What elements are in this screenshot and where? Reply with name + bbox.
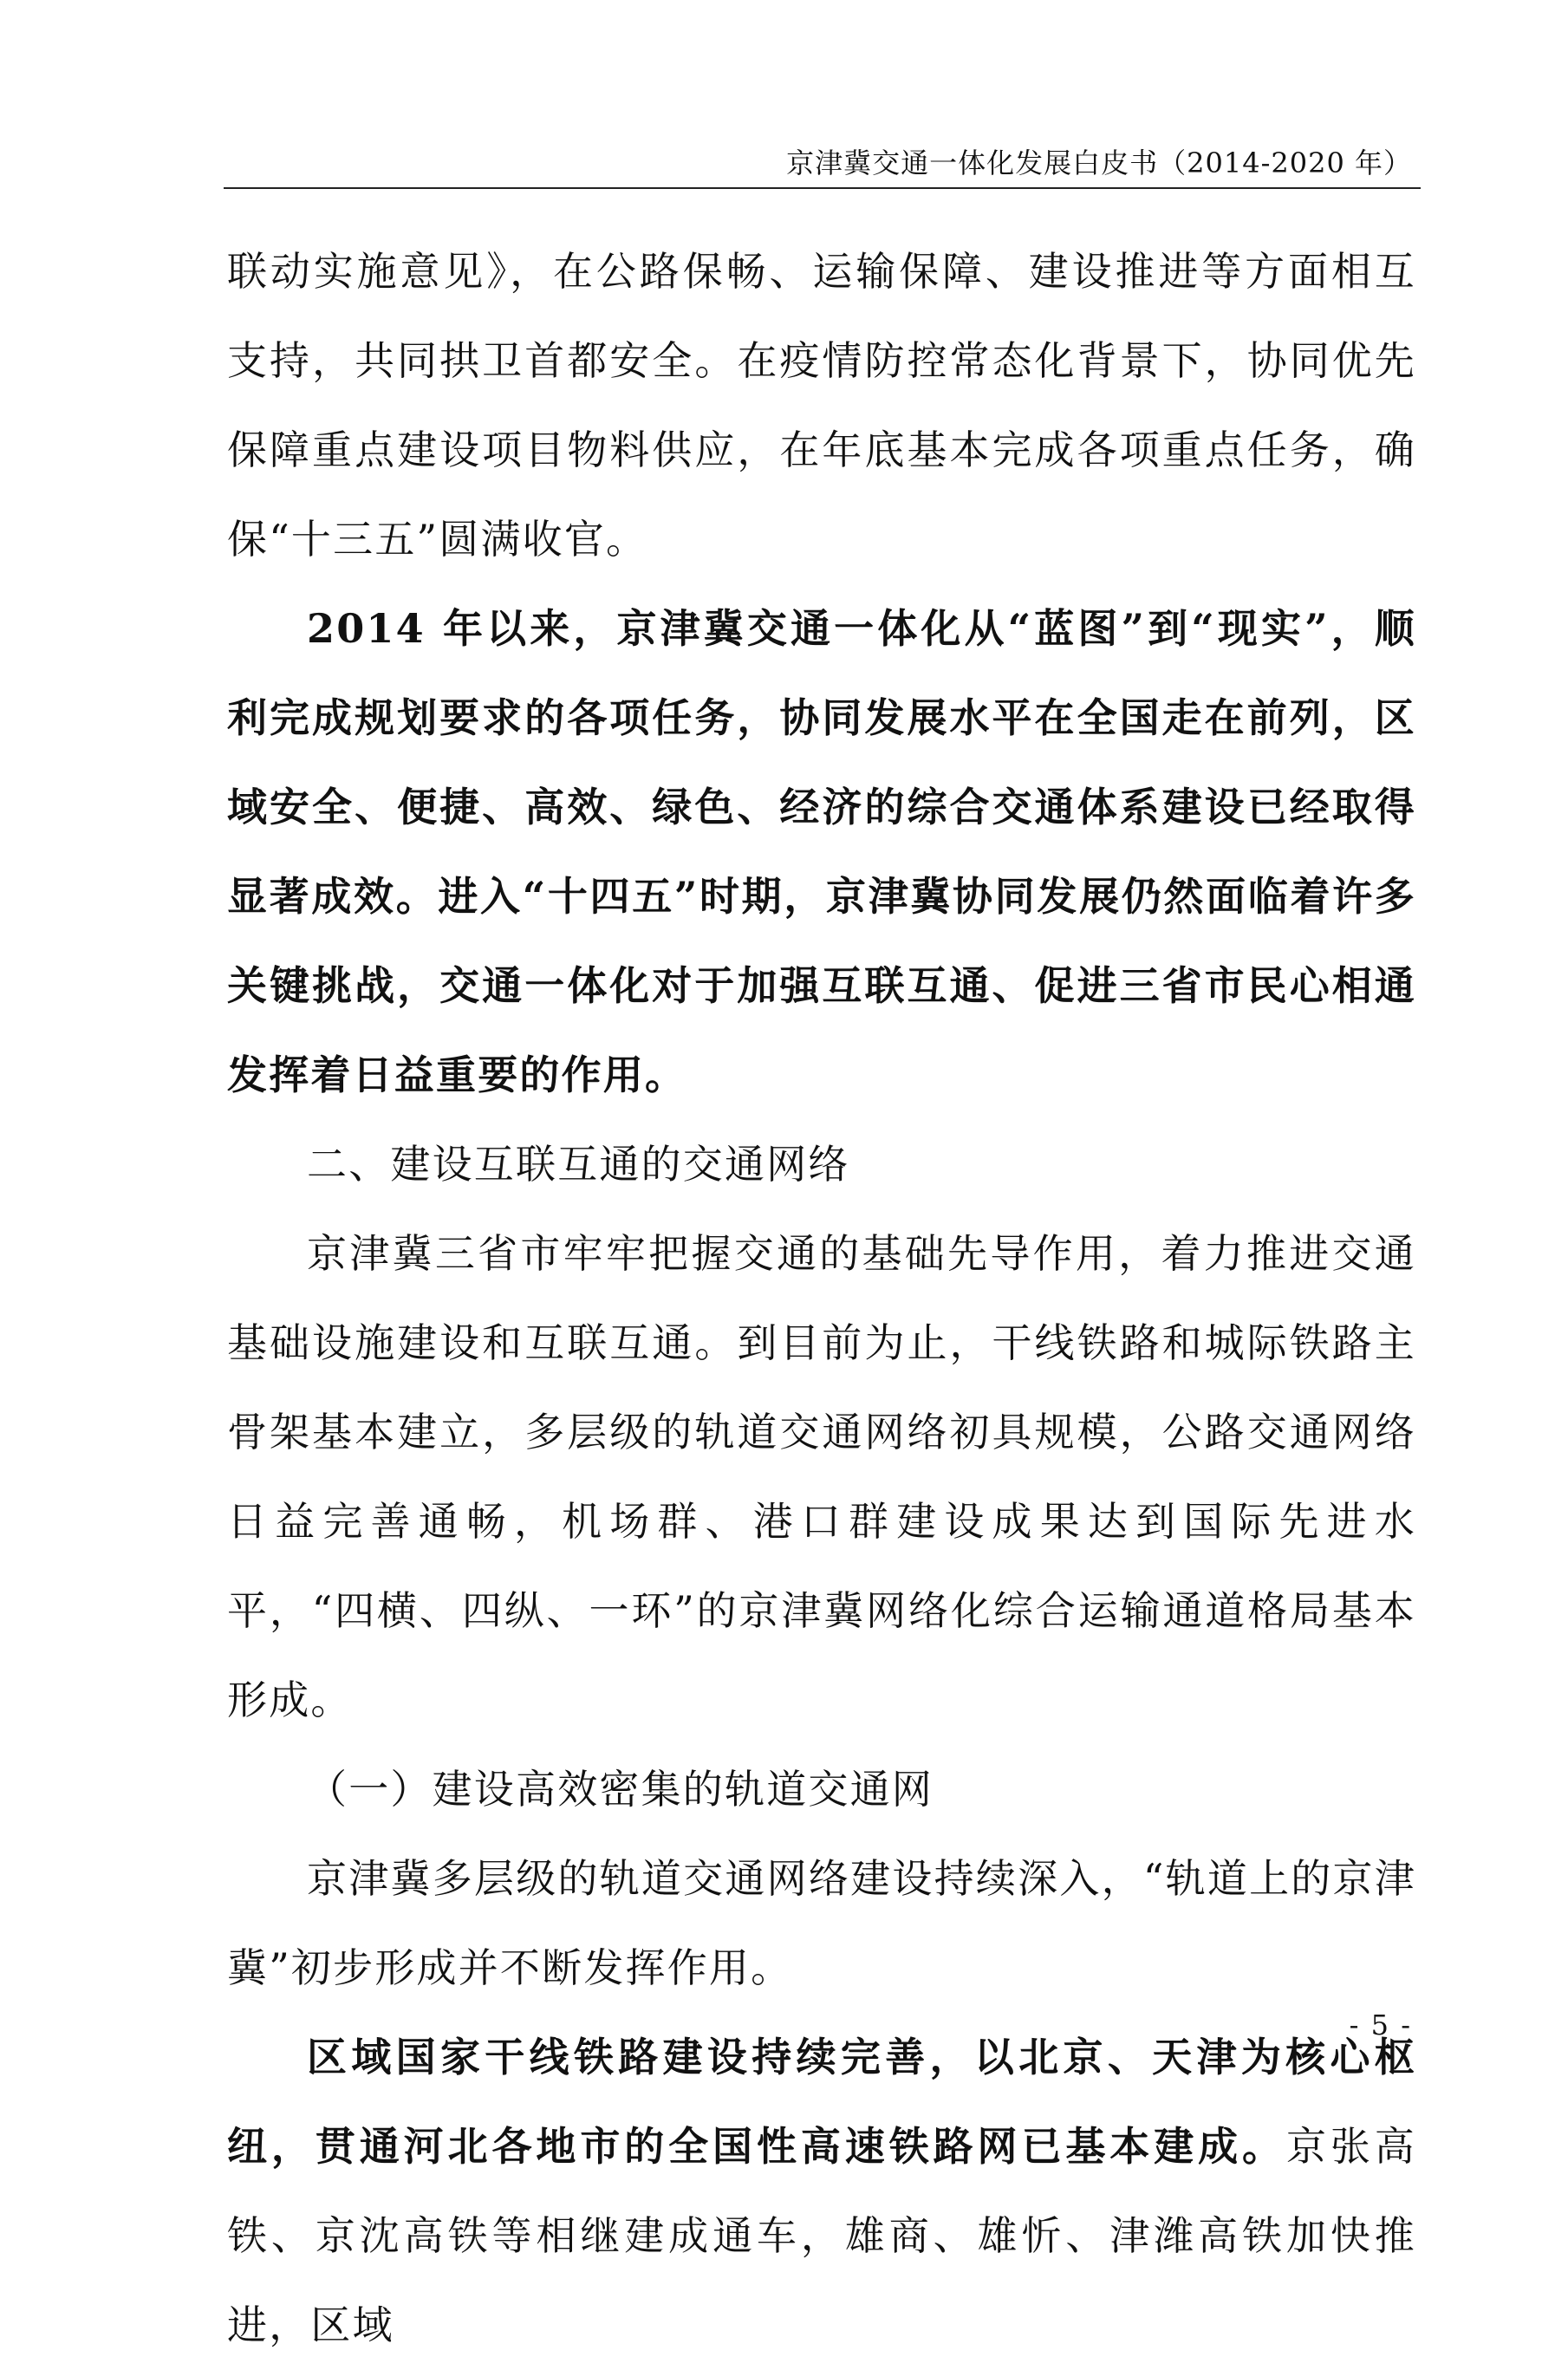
paragraph-continued: 联动实施意见》，在公路保畅、运输保障、建设推进等方面相互支持，共同拱卫首都安全。在疫情防控常态化背景下，协同优先保障重点建设项目物料供应，在年底基本完成各项重点任务，确保“十三五”圆满收官。 bbox=[227, 248, 1416, 563]
body-text bbox=[227, 227, 1416, 2370]
paragraph-network: 京津冀三省市牢牢把握交通的基础先导作用，着力推进交通基础设施建设和互联互通。到目前为止，干线铁路和城际铁路主骨架基本建立，多层级的轨道交通网络初具规模，公路交通网络日益完善通畅，机场群、港口群建设成果达到国际先进水平，“四横、四纵、一环”的京津冀网络化综合运输通道格局基本形成。 bbox=[227, 1230, 1416, 1723]
paragraph-rail: 京津冀多层级的轨道交通网络建设持续深入，“轨道上的京津冀”初步形成并不断发挥作用。 bbox=[227, 1855, 1416, 1991]
running-header: 京津冀交通一体化发展白皮书（2014-2020 年） bbox=[786, 146, 1412, 179]
subsection-heading: （一）建设高效密集的轨道交通网 bbox=[307, 1766, 934, 1813]
page-number: - 5 - bbox=[1349, 2009, 1412, 2041]
section-heading: 二、建设互联互通的交通网络 bbox=[307, 1141, 850, 1188]
paragraph-summary: 2014 年以来，京津冀交通一体化从“蓝图”到“现实”，顺利完成规划要求的各项任务，协同发展水平在全国走在前列，区域安全、便捷、高效、绿色、经济的综合交通体系建设已经取得显著成效。进入“十四五”时期，京津冀协同发展仍然面临着许多关键挑战，交通一体化对于加强互联互通、促进三省市民心相通发挥着日益重要的作用。 bbox=[227, 605, 1416, 1098]
paragraph-trunk-railway bbox=[227, 2013, 1416, 2370]
paragraph-lead-bold: 区域国家干线铁路建设持续完善，以北京、天津为核心枢纽，贯通河北各地市的全国性高速铁路网已基本建成。 bbox=[227, 2034, 1416, 2170]
paragraph-rest: 京张高铁、京沈高铁等相继建成通车，雄商、雄忻、津潍高铁加快推进，区域 bbox=[227, 2123, 1416, 2348]
header-rule bbox=[224, 187, 1421, 189]
